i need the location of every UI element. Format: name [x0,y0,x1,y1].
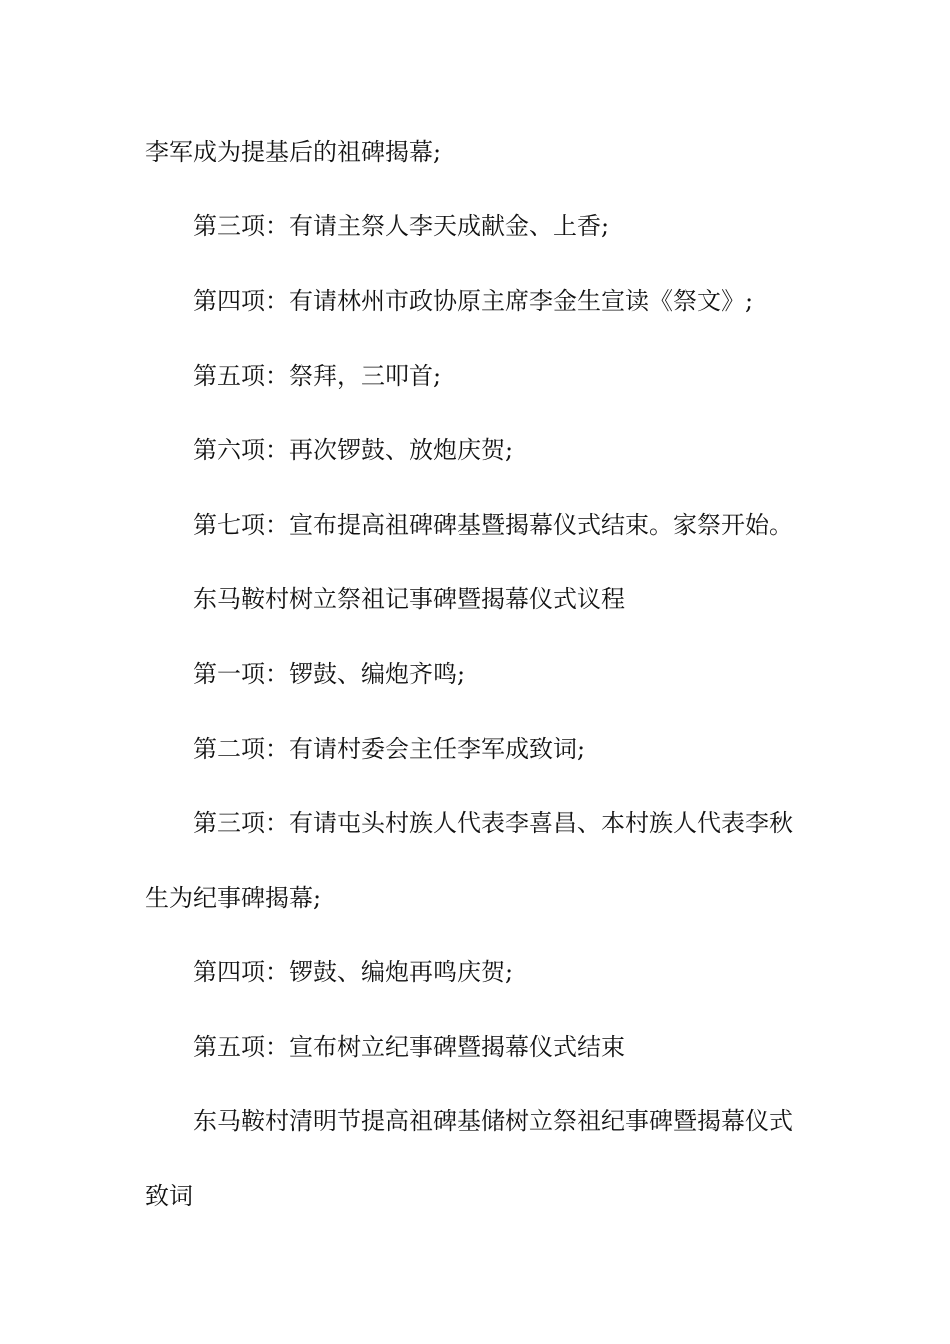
paragraph-line: 第七项：宣布提高祖碑碑基暨揭幕仪式结束。家祭开始。 [193,511,793,539]
section-heading: 致词 [145,1182,193,1210]
paragraph-line: 第五项：祭拜，三叩首; [193,362,442,390]
paragraph-line: 李军成为提基后的祖碑揭幕; [145,138,442,166]
paragraph-line: 第五项：宣布树立纪事碑暨揭幕仪式结束 [193,1033,625,1061]
paragraph-line: 第三项：有请屯头村族人代表李喜昌、本村族人代表李秋 [193,809,793,837]
paragraph-line: 第四项：锣鼓、编炮再鸣庆贺; [193,958,514,986]
paragraph-line: 第一项：锣鼓、编炮齐鸣; [193,660,466,688]
paragraph-line: 第二项：有请村委会主任李军成致词; [193,735,586,763]
paragraph-line: 第四项：有请林州市政协原主席李金生宣读《祭文》; [193,287,754,315]
section-heading: 东马鞍村树立祭祖记事碑暨揭幕仪式议程 [193,585,625,613]
paragraph-line: 第六项：再次锣鼓、放炮庆贺; [193,436,514,464]
paragraph-line: 生为纪事碑揭幕; [145,884,322,912]
paragraph-line: 第三项：有请主祭人李天成献金、上香; [193,212,610,240]
section-heading: 东马鞍村清明节提高祖碑基储树立祭祖纪事碑暨揭幕仪式 [193,1107,793,1135]
